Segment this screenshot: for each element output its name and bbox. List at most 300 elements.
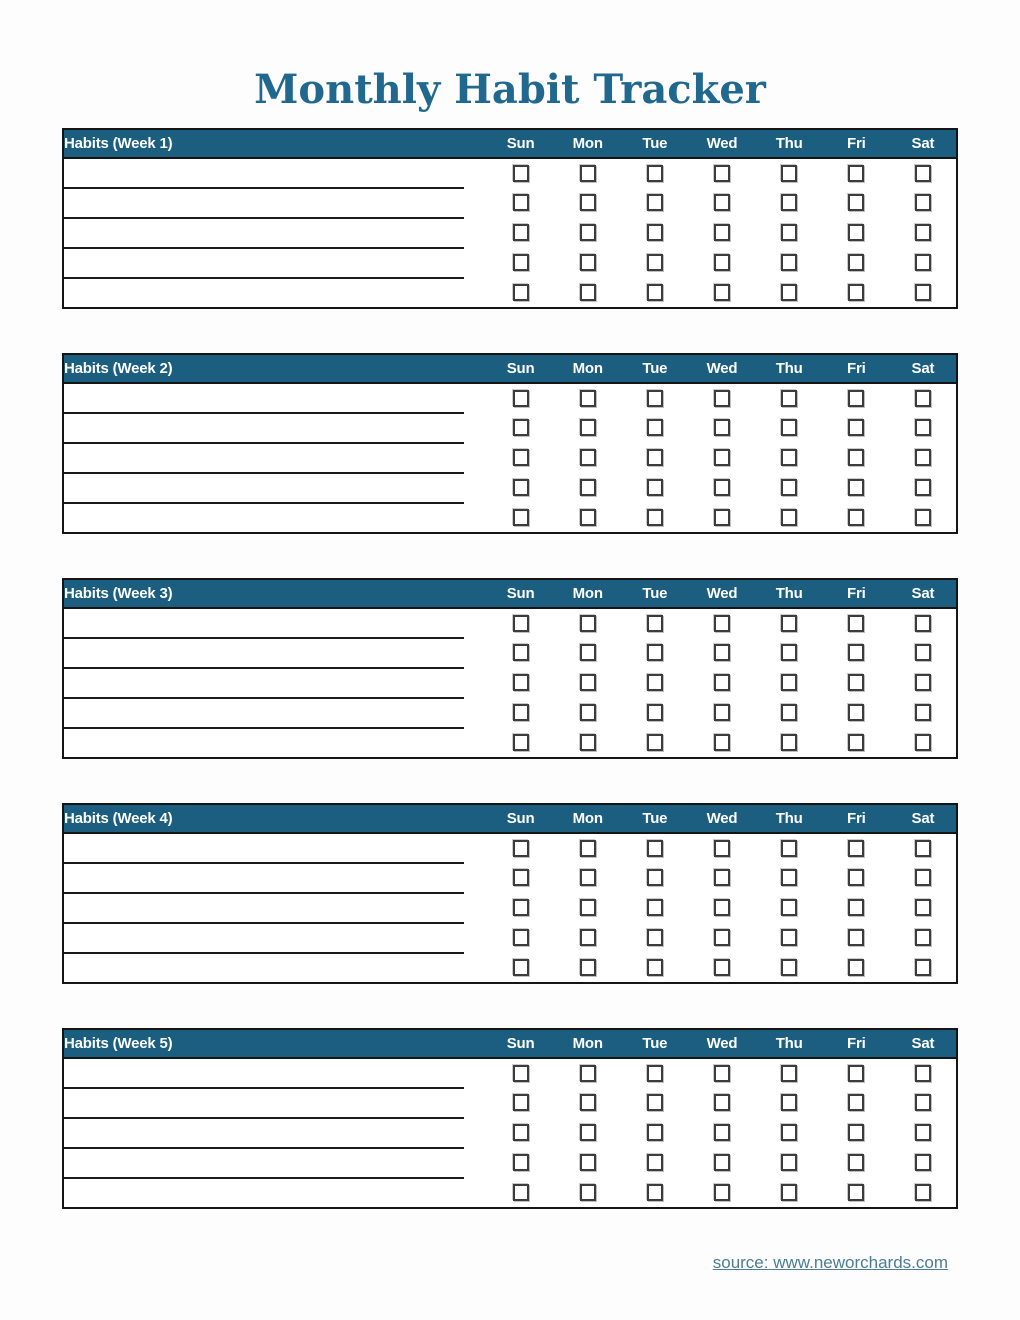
checkbox-cell-sun (487, 638, 554, 668)
habit-checkbox[interactable] (848, 1065, 864, 1082)
habit-checkbox[interactable] (714, 224, 730, 241)
day-header-thu: Thu (756, 129, 823, 158)
day-header-tue: Tue (621, 1029, 688, 1058)
checkbox-cell-thu (756, 443, 823, 473)
habit-name-field[interactable] (63, 833, 487, 863)
habit-name-field[interactable] (63, 638, 487, 668)
habit-checkbox[interactable] (647, 165, 663, 182)
habit-checkbox[interactable] (781, 929, 797, 946)
checkbox-cell-fri (823, 383, 890, 413)
habit-checkbox[interactable] (848, 704, 864, 721)
habit-checkbox[interactable] (714, 674, 730, 691)
habit-checkbox[interactable] (714, 284, 730, 301)
habit-checkbox[interactable] (513, 840, 529, 857)
habit-checkbox[interactable] (781, 419, 797, 436)
checkbox-cell-wed (688, 608, 755, 638)
checkbox-cell-sun (487, 608, 554, 638)
habit-checkbox[interactable] (714, 1154, 730, 1171)
habit-checkbox[interactable] (647, 1154, 663, 1171)
habit-checkbox[interactable] (714, 1124, 730, 1141)
checkbox-cell-fri (823, 638, 890, 668)
habit-checkbox[interactable] (915, 615, 931, 632)
checkbox-cell-fri (823, 668, 890, 698)
habit-checkbox[interactable] (848, 644, 864, 661)
habit-checkbox[interactable] (513, 419, 529, 436)
habit-checkbox[interactable] (848, 840, 864, 857)
habit-checkbox[interactable] (513, 734, 529, 751)
habit-checkbox[interactable] (647, 615, 663, 632)
checkbox-cell-thu (756, 218, 823, 248)
habit-checkbox[interactable] (580, 1065, 596, 1082)
habit-checkbox[interactable] (848, 1184, 864, 1201)
checkbox-cell-sat (890, 953, 957, 983)
habit-checkbox[interactable] (714, 194, 730, 211)
checkbox-cell-wed (688, 1178, 755, 1208)
checkbox-cell-mon (554, 923, 621, 953)
checkbox-cell-tue (621, 1148, 688, 1178)
day-header-mon: Mon (554, 129, 621, 158)
habit-name-field[interactable] (63, 218, 487, 248)
habit-name-field[interactable] (63, 1058, 487, 1088)
habit-checkbox[interactable] (513, 1154, 529, 1171)
habit-checkbox[interactable] (513, 194, 529, 211)
checkbox-cell-wed (688, 833, 755, 863)
checkbox-cell-mon (554, 473, 621, 503)
habit-row (63, 668, 957, 698)
habit-checkbox[interactable] (781, 899, 797, 916)
checkbox-cell-sun (487, 728, 554, 758)
habit-checkbox[interactable] (781, 194, 797, 211)
habit-checkbox[interactable] (848, 929, 864, 946)
checkbox-cell-thu (756, 698, 823, 728)
habit-checkbox[interactable] (781, 1094, 797, 1111)
habit-name-field[interactable] (63, 863, 487, 893)
habit-checkbox[interactable] (848, 254, 864, 271)
checkbox-cell-sat (890, 638, 957, 668)
habit-checkbox[interactable] (848, 734, 864, 751)
habit-name-field[interactable] (63, 953, 487, 983)
habit-checkbox[interactable] (848, 1094, 864, 1111)
habit-row (63, 923, 957, 953)
habit-checkbox[interactable] (848, 509, 864, 526)
habit-checkbox[interactable] (848, 1154, 864, 1171)
habit-name-field[interactable] (63, 188, 487, 218)
habit-checkbox[interactable] (513, 869, 529, 886)
habit-checkbox[interactable] (915, 869, 931, 886)
habit-checkbox[interactable] (848, 615, 864, 632)
habit-checkbox[interactable] (647, 284, 663, 301)
week-tables (62, 128, 958, 1209)
habit-checkbox[interactable] (513, 1124, 529, 1141)
habit-checkbox[interactable] (714, 449, 730, 466)
habit-checkbox[interactable] (915, 390, 931, 407)
checkbox-cell-sun (487, 503, 554, 533)
checkbox-cell-tue (621, 608, 688, 638)
habit-checkbox[interactable] (915, 674, 931, 691)
habit-checkbox[interactable] (781, 254, 797, 271)
checkbox-cell-sat (890, 383, 957, 413)
day-header-tue: Tue (621, 129, 688, 158)
habit-checkbox[interactable] (848, 224, 864, 241)
habit-checkbox[interactable] (513, 929, 529, 946)
checkbox-cell-wed (688, 1148, 755, 1178)
habit-name-field[interactable] (63, 158, 487, 188)
habit-checkbox[interactable] (714, 959, 730, 976)
habit-checkbox[interactable] (915, 1154, 931, 1171)
habit-checkbox[interactable] (714, 644, 730, 661)
habit-checkbox[interactable] (580, 929, 596, 946)
checkbox-cell-tue (621, 1088, 688, 1118)
habit-checkbox[interactable] (915, 959, 931, 976)
checkbox-cell-sun (487, 413, 554, 443)
habit-checkbox[interactable] (580, 165, 596, 182)
habit-checkbox[interactable] (915, 165, 931, 182)
habit-checkbox[interactable] (781, 449, 797, 466)
habit-checkbox[interactable] (580, 284, 596, 301)
day-header-sat: Sat (890, 354, 957, 383)
day-header-tue: Tue (621, 354, 688, 383)
habit-name-field[interactable] (63, 668, 487, 698)
habit-checkbox[interactable] (580, 194, 596, 211)
habit-checkbox[interactable] (915, 644, 931, 661)
habit-checkbox[interactable] (513, 224, 529, 241)
habit-checkbox[interactable] (580, 449, 596, 466)
habit-name-field[interactable] (63, 698, 487, 728)
checkbox-cell-thu (756, 953, 823, 983)
habit-checkbox[interactable] (781, 284, 797, 301)
checkbox-cell-sat (890, 248, 957, 278)
habit-name-field[interactable] (63, 503, 487, 533)
habit-checkbox[interactable] (580, 1154, 596, 1171)
habit-checkbox[interactable] (848, 1124, 864, 1141)
habit-checkbox[interactable] (647, 704, 663, 721)
habit-checkbox[interactable] (647, 644, 663, 661)
habit-checkbox[interactable] (848, 959, 864, 976)
habit-checkbox[interactable] (915, 840, 931, 857)
habit-checkbox[interactable] (714, 1094, 730, 1111)
habit-checkbox[interactable] (915, 1094, 931, 1111)
table-header-row (63, 1029, 957, 1058)
checkbox-cell-tue (621, 863, 688, 893)
habit-row (63, 953, 957, 983)
habit-checkbox[interactable] (647, 449, 663, 466)
day-header-sun: Sun (487, 354, 554, 383)
habit-checkbox[interactable] (580, 869, 596, 886)
habit-checkbox[interactable] (580, 1124, 596, 1141)
habit-checkbox[interactable] (580, 224, 596, 241)
habit-checkbox[interactable] (513, 615, 529, 632)
habit-checkbox[interactable] (647, 1094, 663, 1111)
day-header-thu: Thu (756, 1029, 823, 1058)
habit-checkbox[interactable] (848, 899, 864, 916)
checkbox-cell-sat (890, 1088, 957, 1118)
habit-row (63, 833, 957, 863)
checkbox-cell-fri (823, 1058, 890, 1088)
habit-checkbox[interactable] (915, 419, 931, 436)
checkbox-cell-fri (823, 158, 890, 188)
table-header-row (63, 804, 957, 833)
habit-checkbox[interactable] (513, 1094, 529, 1111)
habit-checkbox[interactable] (714, 1184, 730, 1201)
day-header-thu: Thu (756, 354, 823, 383)
checkbox-cell-fri (823, 413, 890, 443)
habit-checkbox[interactable] (580, 509, 596, 526)
habit-checkbox[interactable] (848, 165, 864, 182)
habit-checkbox[interactable] (848, 194, 864, 211)
habit-checkbox[interactable] (580, 615, 596, 632)
checkbox-cell-thu (756, 503, 823, 533)
habit-checkbox[interactable] (781, 704, 797, 721)
habit-checkbox[interactable] (781, 1154, 797, 1171)
table-title-week-3: Habits (Week 3) (63, 579, 487, 608)
habit-checkbox[interactable] (781, 165, 797, 182)
habit-checkbox[interactable] (714, 390, 730, 407)
habit-checkbox[interactable] (513, 390, 529, 407)
habit-checkbox[interactable] (513, 254, 529, 271)
checkbox-cell-fri (823, 953, 890, 983)
checkbox-cell-sun (487, 953, 554, 983)
checkbox-cell-sat (890, 473, 957, 503)
habit-checkbox[interactable] (848, 479, 864, 496)
habit-checkbox[interactable] (647, 390, 663, 407)
habit-checkbox[interactable] (513, 165, 529, 182)
source-link[interactable]: source: www.neworchards.com (712, 1253, 948, 1272)
habit-checkbox[interactable] (513, 509, 529, 526)
habit-checkbox[interactable] (848, 674, 864, 691)
table-header-row (63, 579, 957, 608)
habit-checkbox[interactable] (781, 734, 797, 751)
checkbox-cell-tue (621, 728, 688, 758)
habit-checkbox[interactable] (915, 734, 931, 751)
habit-checkbox[interactable] (848, 390, 864, 407)
habit-checkbox[interactable] (580, 390, 596, 407)
habit-checkbox[interactable] (647, 1065, 663, 1082)
habit-checkbox[interactable] (647, 869, 663, 886)
checkbox-cell-tue (621, 953, 688, 983)
habit-checkbox[interactable] (915, 899, 931, 916)
checkbox-cell-tue (621, 188, 688, 218)
habit-checkbox[interactable] (848, 419, 864, 436)
checkbox-cell-sat (890, 443, 957, 473)
habit-checkbox[interactable] (714, 479, 730, 496)
habit-checkbox[interactable] (580, 644, 596, 661)
habit-checkbox[interactable] (647, 509, 663, 526)
checkbox-cell-thu (756, 383, 823, 413)
habit-checkbox[interactable] (513, 479, 529, 496)
checkbox-cell-sun (487, 383, 554, 413)
habit-name-field[interactable] (63, 473, 487, 503)
habit-name-field[interactable] (63, 248, 487, 278)
checkbox-cell-thu (756, 473, 823, 503)
checkbox-cell-mon (554, 188, 621, 218)
habit-checkbox[interactable] (513, 1184, 529, 1201)
habit-checkbox[interactable] (513, 674, 529, 691)
checkbox-cell-thu (756, 188, 823, 218)
habit-checkbox[interactable] (647, 1124, 663, 1141)
habit-checkbox[interactable] (714, 509, 730, 526)
habit-checkbox[interactable] (915, 449, 931, 466)
habit-name-field[interactable] (63, 728, 487, 758)
habit-checkbox[interactable] (915, 509, 931, 526)
day-header-thu: Thu (756, 804, 823, 833)
checkbox-cell-tue (621, 473, 688, 503)
habit-name-field[interactable] (63, 1088, 487, 1118)
checkbox-cell-fri (823, 1088, 890, 1118)
habit-row (63, 1118, 957, 1148)
checkbox-cell-sat (890, 218, 957, 248)
habit-table-week-2 (62, 353, 958, 534)
checkbox-cell-sun (487, 1088, 554, 1118)
habit-checkbox[interactable] (781, 674, 797, 691)
habit-checkbox[interactable] (580, 479, 596, 496)
habit-checkbox[interactable] (580, 959, 596, 976)
habit-row (63, 503, 957, 533)
habit-checkbox[interactable] (714, 704, 730, 721)
habit-name-field[interactable] (63, 383, 487, 413)
checkbox-cell-sun (487, 833, 554, 863)
habit-checkbox[interactable] (848, 449, 864, 466)
table-title-week-4: Habits (Week 4) (63, 804, 487, 833)
habit-checkbox[interactable] (647, 419, 663, 436)
habit-checkbox[interactable] (915, 1184, 931, 1201)
habit-checkbox[interactable] (513, 959, 529, 976)
habit-checkbox[interactable] (580, 704, 596, 721)
checkbox-cell-mon (554, 1148, 621, 1178)
checkbox-cell-sat (890, 893, 957, 923)
habit-checkbox[interactable] (915, 254, 931, 271)
habit-name-field[interactable] (63, 443, 487, 473)
checkbox-cell-wed (688, 728, 755, 758)
habit-checkbox[interactable] (781, 959, 797, 976)
habit-checkbox[interactable] (915, 704, 931, 721)
checkbox-cell-sun (487, 443, 554, 473)
habit-checkbox[interactable] (647, 479, 663, 496)
habit-checkbox[interactable] (915, 1124, 931, 1141)
habit-checkbox[interactable] (714, 254, 730, 271)
checkbox-cell-mon (554, 503, 621, 533)
habit-checkbox[interactable] (714, 899, 730, 916)
checkbox-cell-mon (554, 1178, 621, 1208)
habit-checkbox[interactable] (714, 869, 730, 886)
habit-checkbox[interactable] (647, 959, 663, 976)
habit-checkbox[interactable] (580, 1184, 596, 1201)
habit-name-field[interactable] (63, 893, 487, 923)
habit-checkbox[interactable] (915, 479, 931, 496)
habit-checkbox[interactable] (781, 615, 797, 632)
habit-checkbox[interactable] (580, 899, 596, 916)
checkbox-cell-wed (688, 188, 755, 218)
habit-checkbox[interactable] (647, 899, 663, 916)
habit-checkbox[interactable] (848, 869, 864, 886)
habit-name-field[interactable] (63, 1148, 487, 1178)
checkbox-cell-mon (554, 668, 621, 698)
habit-checkbox[interactable] (915, 194, 931, 211)
habit-checkbox[interactable] (915, 929, 931, 946)
checkbox-cell-thu (756, 668, 823, 698)
habit-checkbox[interactable] (714, 840, 730, 857)
habit-checkbox[interactable] (781, 1184, 797, 1201)
habit-checkbox[interactable] (580, 840, 596, 857)
habit-checkbox[interactable] (714, 165, 730, 182)
habit-row (63, 1058, 957, 1088)
habit-checkbox[interactable] (714, 929, 730, 946)
checkbox-cell-tue (621, 1118, 688, 1148)
habit-checkbox[interactable] (647, 194, 663, 211)
checkbox-cell-sat (890, 923, 957, 953)
habit-checkbox[interactable] (647, 674, 663, 691)
habit-checkbox[interactable] (513, 284, 529, 301)
habit-checkbox[interactable] (580, 734, 596, 751)
checkbox-cell-sat (890, 503, 957, 533)
habit-checkbox[interactable] (781, 390, 797, 407)
checkbox-cell-tue (621, 248, 688, 278)
habit-checkbox[interactable] (915, 224, 931, 241)
habit-checkbox[interactable] (781, 224, 797, 241)
habit-name-field[interactable] (63, 923, 487, 953)
checkbox-cell-wed (688, 248, 755, 278)
day-header-wed: Wed (688, 1029, 755, 1058)
habit-row (63, 1148, 957, 1178)
habit-checkbox[interactable] (915, 1065, 931, 1082)
habit-checkbox[interactable] (647, 254, 663, 271)
habit-checkbox[interactable] (513, 449, 529, 466)
habit-name-field[interactable] (63, 1178, 487, 1208)
habit-checkbox[interactable] (513, 704, 529, 721)
habit-checkbox[interactable] (781, 644, 797, 661)
habit-checkbox[interactable] (513, 1065, 529, 1082)
habit-checkbox[interactable] (781, 1065, 797, 1082)
habit-checkbox[interactable] (580, 674, 596, 691)
checkbox-cell-sun (487, 668, 554, 698)
habit-checkbox[interactable] (781, 509, 797, 526)
habit-checkbox[interactable] (580, 419, 596, 436)
day-header-wed: Wed (688, 129, 755, 158)
habit-checkbox[interactable] (848, 284, 864, 301)
habit-name-field[interactable] (63, 1118, 487, 1148)
checkbox-cell-wed (688, 413, 755, 443)
habit-checkbox[interactable] (781, 840, 797, 857)
habit-checkbox[interactable] (781, 479, 797, 496)
day-header-sat: Sat (890, 1029, 957, 1058)
habit-name-field[interactable] (63, 413, 487, 443)
checkbox-cell-sun (487, 248, 554, 278)
checkbox-cell-fri (823, 473, 890, 503)
habit-checkbox[interactable] (915, 284, 931, 301)
habit-checkbox[interactable] (580, 254, 596, 271)
habit-checkbox[interactable] (647, 1184, 663, 1201)
habit-checkbox[interactable] (647, 224, 663, 241)
habit-checkbox[interactable] (580, 1094, 596, 1111)
checkbox-cell-thu (756, 248, 823, 278)
habit-checkbox[interactable] (714, 734, 730, 751)
habit-checkbox[interactable] (513, 644, 529, 661)
checkbox-cell-mon (554, 863, 621, 893)
habit-checkbox[interactable] (647, 734, 663, 751)
habit-checkbox[interactable] (513, 899, 529, 916)
habit-checkbox[interactable] (714, 419, 730, 436)
habit-checkbox[interactable] (714, 1065, 730, 1082)
habit-checkbox[interactable] (647, 840, 663, 857)
habit-checkbox[interactable] (714, 615, 730, 632)
habit-name-field[interactable] (63, 278, 487, 308)
day-header-mon: Mon (554, 1029, 621, 1058)
habit-name-field[interactable] (63, 608, 487, 638)
day-header-wed: Wed (688, 579, 755, 608)
habit-checkbox[interactable] (781, 1124, 797, 1141)
habit-checkbox[interactable] (781, 869, 797, 886)
checkbox-cell-tue (621, 698, 688, 728)
habit-checkbox[interactable] (647, 929, 663, 946)
